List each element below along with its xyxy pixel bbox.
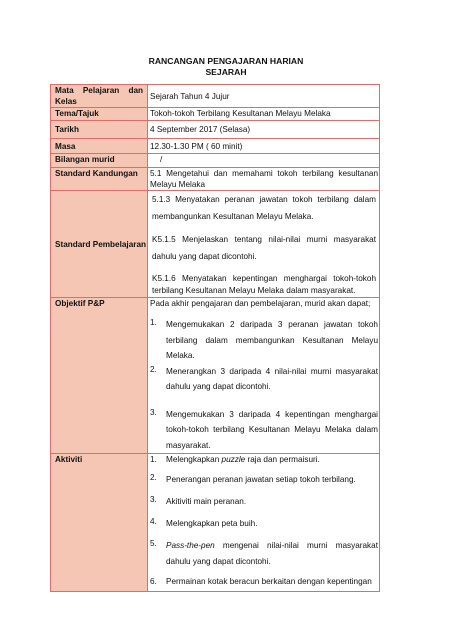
value-tarikh: 4 September 2017 (Selasa) [148,121,380,139]
aktiviti-item-5-text [166,538,378,569]
aktiviti-item-1-text-em: puzzle [221,455,246,464]
value-standard-kandungan: 5.1 Mengetahui dan memahami tokoh terbilang kesultanan Melayu Melaka [148,168,380,191]
aktiviti-item-4-number: 4. [150,517,157,526]
label-tema: Tema/Tajuk [51,108,148,121]
objektif-item-1 [150,317,378,364]
document-title [0,56,452,77]
label-bilangan-murid: Bilangan murid [51,154,148,168]
label-standard-kandungan: Standard Kandungan [51,168,148,191]
aktiviti-item-5 [150,538,378,569]
value-masa: 12.30-1.30 PM ( 60 minit) [148,139,380,154]
aktiviti-item-4 [150,516,378,531]
aktiviti-item-6 [150,576,378,587]
value-mata-pelajaran: Sejarah Tahun 4 Jujur [148,85,380,108]
row-objektif [51,298,380,454]
aktiviti-item-2-number: 2. [150,473,157,482]
objektif-intro: Pada akhir pengajaran dan pembelajaran, murid akan dapat; [150,299,371,308]
document-title-subject: SEJARAH [205,66,247,77]
aktiviti-item-3-number: 3. [150,495,157,504]
objektif-item-1-text: Mengemukakan 2 daripada 3 peranan jawatan tokoh terbilang dalam membangunkan Kesultanan Melayu Melaka. [166,320,378,360]
row-standard-kandungan [51,168,380,191]
sp-item-1: 5.1.3 Menyatakan peranan jawatan tokoh terbilang dalam membangunkan Kesultanan Melayu Melaka. [152,195,376,221]
value-standard-pembelajaran [148,191,380,298]
label-standard-pembelajaran: Standard Pembelajaran [51,191,148,298]
aktiviti-item-5-text-em: Pass-the-pen [166,541,215,550]
value-tema: Tokoh-tokoh Terbilang Kesultanan Melayu Melaka [148,108,380,121]
aktiviti-item-1-text-a: Melengkapkan [166,455,222,464]
label-aktiviti: Aktiviti [51,454,148,592]
value-aktiviti [148,454,380,592]
objektif-item-1-number: 1. [150,318,157,327]
label-masa: Masa [51,139,148,154]
sp-item-2: K5.1.5 Menjelaskan tentang nilai-nilai murni masyarakat dahulu yang dapat dicontohi. [152,235,376,261]
aktiviti-item-4-text: Melengkapkan peta buih. [166,519,258,528]
objektif-item-2 [150,364,378,395]
aktiviti-item-2 [150,472,378,487]
bilangan-murid-value: / [160,155,163,164]
lesson-plan-table [50,84,380,592]
aktiviti-item-6-text: Permainan kotak beracun berkaitan dengan kepentingan [166,577,372,586]
objektif-item-3 [150,407,378,454]
aktiviti-item-3 [150,494,378,509]
sp-item-3: K5.1.6 Menyatakan kepentingan menghargai tokoh-tokoh terbilang Kesultanan Melayu Melaka dalam masyarakat. [152,274,376,295]
document-title-main: RANCANGAN PENGAJARAN HARIAN [148,56,304,66]
row-standard-pembelajaran [51,191,380,298]
aktiviti-item-5-number: 5. [150,539,157,548]
row-aktiviti [51,454,380,592]
value-objektif [148,298,380,454]
aktiviti-item-1-text-b: raja dan permaisuri. [245,455,320,464]
row-tema [51,108,380,121]
aktiviti-item-1-number: 1. [150,455,157,464]
aktiviti-item-5-text-b: mengenai nilai-nilai murni masyarakat dahulu yang dapat dicontohi. [166,541,378,566]
objektif-item-3-number: 3. [150,407,157,417]
aktiviti-item-2-text: Penerangan peranan jawatan setiap tokoh terbilang. [166,475,356,484]
aktiviti-item-6-number: 6. [150,577,157,586]
objektif-item-2-number: 2. [150,364,157,374]
label-tarikh: Tarikh [51,121,148,139]
value-bilangan-murid [148,154,380,168]
label-objektif: Objektif P&P [51,298,148,454]
row-tarikh [51,121,380,139]
aktiviti-item-3-text: Akitiviti main peranan. [166,497,247,506]
aktiviti-item-1-text [166,454,378,465]
objektif-item-2-text: Menerangkan 3 daripada 4 nilai-nilai murni masyarakat dahulu yang dapat dicontohi. [166,366,378,391]
row-bilangan-murid [51,154,380,168]
aktiviti-item-1 [150,454,378,465]
row-masa [51,139,380,154]
objektif-item-3-text: Mengemukakan 3 daripada 4 kepentingan menghargai tokoh-tokoh terbilang Kesultanan Melayu Melaka dalam masyarakat. [166,409,378,450]
row-mata-pelajaran [51,85,380,108]
label-mata-pelajaran: Mata Pelajaran dan Kelas [51,85,148,108]
